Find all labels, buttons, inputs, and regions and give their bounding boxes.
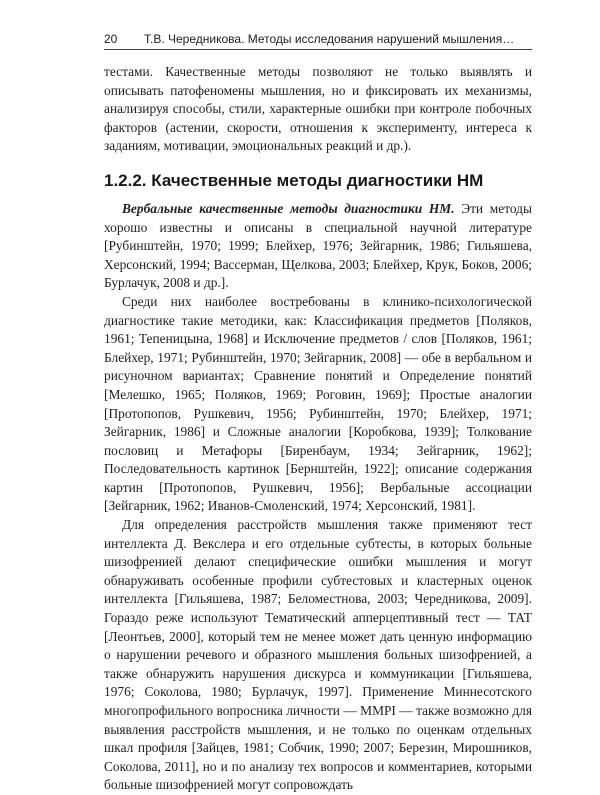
paragraph-lead-in: Вербальные качественные методы диагностики НМ. [122,200,455,216]
paragraph-tests: Для определения расстройств мышления также применяют тест интеллекта Д. Векслера и его отдельные субтесты, в которых больные шизофренией делают специфические ошибки мышления и могут обнаруживать особенные профили субтестовых и кластерных оценок интеллекта [Гильяшева, 1987; Беломестнова, 2003; Чередникова, 2009]. Гораздо реже используют Тематический апперцептивный тест — ТАТ [Леонтьев, 2000], который тем не менее может дать ценную информацию о нарушении речевого и образного мышления больных шизофренией, а также обнаружить нарушения дискурса и коммуникации [Гильяшева, 1976; Соколова, 1980; Бурлачук, 1997]. Применение Миннесотского многопрофильного вопросника личности — MMPI — также возможно для выявления расстройств мышления, и не только по оценкам отдельных шкал профиля [Зайцев, 1981; Собчик, 1990; 2007; Березин, Мирошников, Соколова, 2011], но и по анализу тех вопросов и комментариев, которыми больные шизофренией могут сопровождать [104,517,532,793]
paragraph-methods-list: Среди них наиболее востребованы в клинико-психологической диагностике такие методики, как: Классификация предметов [Поляков, 1961; Тепеницына, 1968] и Исключение предметов / слов [Поляков, 1961; Блейхер, 1971; Рубинштейн, 1970; Зейгарник, 2008] — обе в вербальном и рисуночном вариантах; Сравнение понятий и Определение понятий [Мелешко, 1965; Поляков, 1969; Роговин, 1969]; Простые аналогии [Протопопов, Рушкевич, 1956; Рубинштейн, 1970; Блейхер, 1971; Зейгарник, 1986] и Сложные аналогии [Коробкова, 1939]; Толкование пословиц и Метафоры [Биренбаум, 1934; Зейгарник, 1962]; Последовательность картинок [Бернштейн, 1922]; описание содержания картин [Протопопов, Рушкевич, 1956]; Вербальные ассоциации [Зейгарник, 1962; Иванов-Смоленский, 1974; Херсонский, 1981]. [104,293,532,514]
paragraph-continuation: тестами. Качественные методы позволяют не только выявлять и описывать патофеномены мышления, но и фиксировать их механизмы, анализируя способы, стили, характерные ошибки при контроле побочных факторов (астении, скорости, отношения к эксперименту, интереса к заданиям, мотивации, эмоциональных реакций и др.). [104,64,532,154]
paragraph-verbal-methods [104,200,532,293]
body-text [104,63,532,795]
running-header [104,28,532,50]
paragraph-text: Эти методы хорошо известны и описаны в специальной научной литературе [Рубинштейн, 1970; 1999; Блейхер, 1976; Зейгарник, 1986; Гильяшева, Херсонский, 1994; Вассерман, Щелкова, 2003; Блейхер, Крук, Боков, 2006; Бурлачук, 2008 и др.]. [104,200,532,291]
page-number: 20 [104,32,118,46]
running-title: Т.В. Чередникова. Методы исследования нарушений мышления… [144,32,515,46]
section-heading: 1.2.2. Качественные методы диагностики НМ [104,170,484,190]
